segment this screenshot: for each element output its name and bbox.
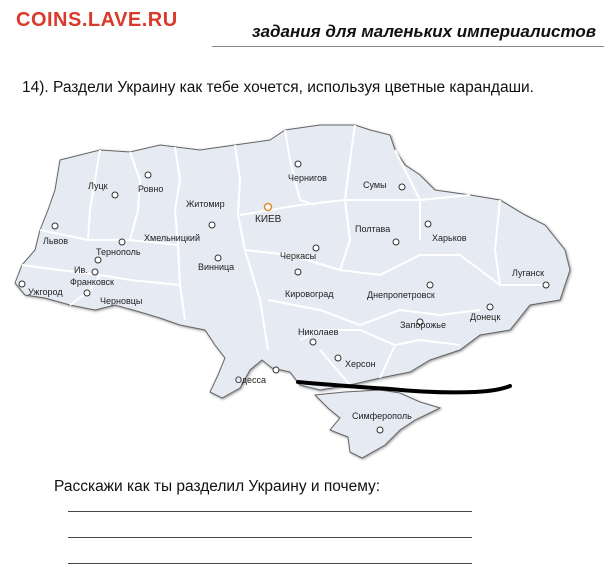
- city-label-uzhgorod: Ужгород: [28, 287, 63, 297]
- city-label-rovno: Ровно: [138, 184, 164, 194]
- city-label-odessa: Одесса: [235, 375, 267, 385]
- city-label-chernovtsy: Черновцы: [100, 296, 143, 306]
- crimea: [315, 390, 440, 458]
- city-label-zaporozhye: Запорожье: [400, 320, 446, 330]
- city-label-lvov: Львов: [43, 236, 69, 246]
- city-label-donetsk: Донецк: [470, 312, 501, 322]
- ukraine-map: [0, 110, 604, 470]
- capital-marker: [265, 204, 272, 211]
- city-label-ternopol: Тернополь: [96, 247, 141, 257]
- question-prompt: Расскажи как ты разделил Украину и почему:: [54, 478, 381, 495]
- capital-label-kiev: КИЕВ: [255, 214, 282, 225]
- header-divider: [212, 46, 604, 47]
- city-label-lutsk: Луцк: [88, 181, 108, 191]
- city-label-zhitomir: Житомир: [186, 199, 225, 209]
- answer-line[interactable]: [68, 563, 472, 564]
- city-label-ivfrankovsk-1: Ив.: [74, 265, 88, 275]
- task-instruction: 14). Раздели Украину как тебе хочется, используя цветные карандаши.: [22, 79, 534, 96]
- city-label-simferopol: Симферополь: [352, 411, 412, 421]
- city-label-poltava: Полтава: [355, 224, 391, 234]
- city-label-kharkov: Харьков: [432, 233, 467, 243]
- city-label-kirovograd: Кировоград: [285, 289, 334, 299]
- city-label-vinnitsa: Винница: [198, 262, 235, 272]
- city-label-cherkasy: Черкасы: [280, 251, 317, 261]
- city-label-kherson: Херсон: [345, 359, 376, 369]
- city-label-dnepropetrovsk: Днепропетровск: [367, 290, 435, 300]
- city-label-ivfrankovsk-2: Франковск: [70, 277, 114, 287]
- city-label-chernigov: Чернигов: [288, 173, 327, 183]
- city-label-khmelnitsky: Хмельницкий: [144, 233, 200, 243]
- site-logo: COINS.LAVE.RU: [16, 9, 178, 31]
- city-label-sumy: Сумы: [363, 180, 387, 190]
- worksheet-header-title: задания для маленьких империалистов: [251, 22, 596, 41]
- city-label-lugansk: Луганск: [512, 268, 545, 278]
- answer-line[interactable]: [68, 511, 472, 512]
- answer-line[interactable]: [68, 537, 472, 538]
- city-label-nikolaev: Николаев: [298, 327, 339, 337]
